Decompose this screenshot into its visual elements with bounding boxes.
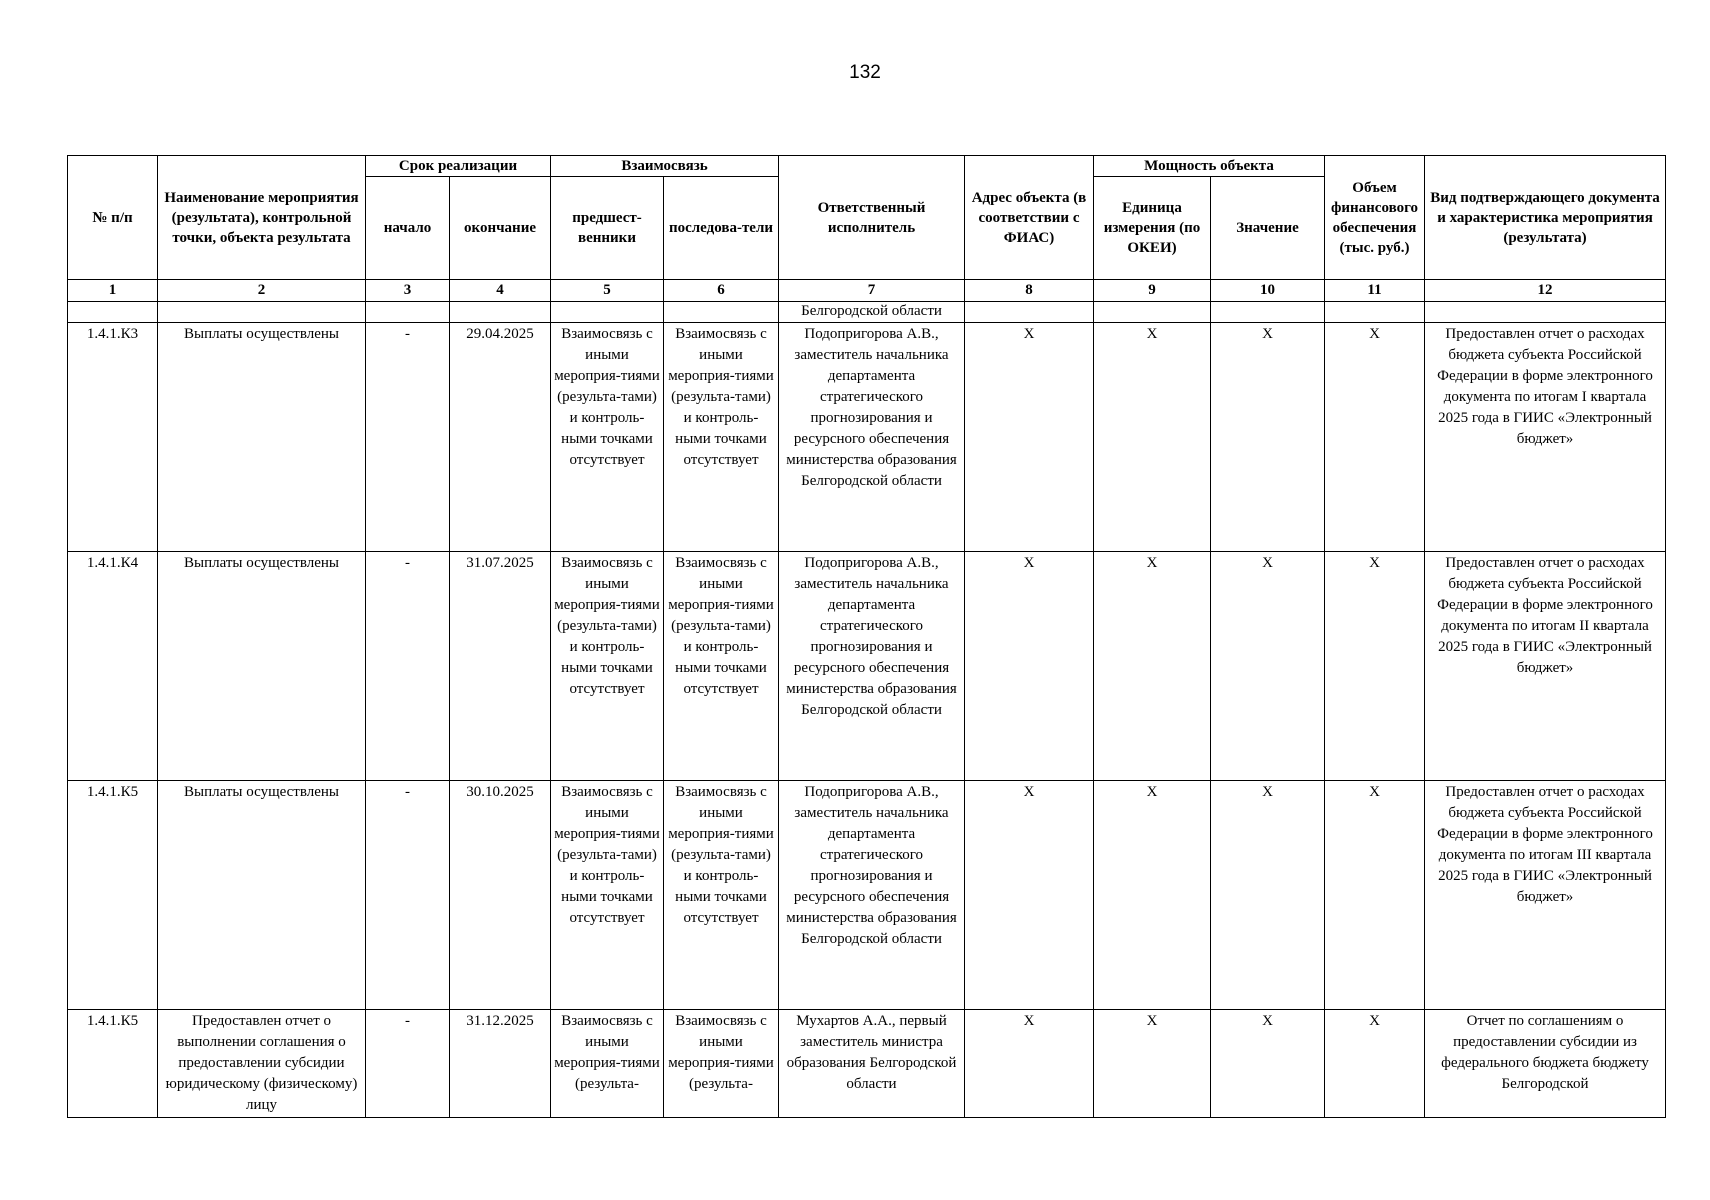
row-code: 1.4.1.К5 [68,781,158,1010]
header-value: Значение [1211,177,1325,280]
column-number: 8 [965,280,1094,302]
row-doc: Предоставлен отчет о расходах бюджета субъекта Российской Федерации в форме электронного документа по итогам III квартала 2025 года в ГИИС «Электронный бюджет» [1425,781,1666,1010]
continuation-row [68,302,1666,323]
header-responsible: Ответственный исполнитель [779,156,965,280]
row-predecessors: Взаимосвязь с иными мероприя-тиями (результа-тами) и контроль-ными точками отсутствует [551,552,664,781]
column-number: 7 [779,280,965,302]
table-row [68,552,1666,781]
header-capacity-group: Мощность объекта [1094,156,1325,177]
row-code: 1.4.1.К3 [68,323,158,552]
row-doc: Предоставлен отчет о расходах бюджета субъекта Российской Федерации в форме электронного документа по итогам I квартала 2025 года в ГИИС «Электронный бюджет» [1425,323,1666,552]
row-code: 1.4.1.К5 [68,1010,158,1118]
column-number: 1 [68,280,158,302]
row-unit: Х [1094,323,1211,552]
header-period-group: Срок реализации [366,156,551,177]
column-number: 11 [1325,280,1425,302]
row-end: 31.07.2025 [450,552,551,781]
row-address: Х [965,781,1094,1010]
plan-table [67,155,1666,1118]
row-name: Выплаты осуществлены [158,552,366,781]
continuation-text: Белгородской области [779,302,965,323]
row-unit: Х [1094,1010,1211,1118]
header-predecessors: предшест-венники [551,177,664,280]
row-predecessors: Взаимосвязь с иными мероприя-тиями (результа-тами) и контроль-ными точками отсутствует [551,781,664,1010]
row-value: Х [1211,323,1325,552]
header-num: № п/п [68,156,158,280]
header-successors: последова-тели [664,177,779,280]
table-row [68,1010,1666,1118]
row-successors: Взаимосвязь с иными мероприя-тиями (результа-тами) и контроль-ными точками отсутствует [664,781,779,1010]
row-successors: Взаимосвязь с иными мероприя-тиями (результа- [664,1010,779,1118]
header-address: Адрес объекта (в соответствии с ФИАС) [965,156,1094,280]
column-number: 3 [366,280,450,302]
row-end: 29.04.2025 [450,323,551,552]
header-unit: Единица измерения (по ОКЕИ) [1094,177,1211,280]
row-doc: Предоставлен отчет о расходах бюджета субъекта Российской Федерации в форме электронного документа по итогам II квартала 2025 года в ГИИС «Электронный бюджет» [1425,552,1666,781]
row-successors: Взаимосвязь с иными мероприя-тиями (результа-тами) и контроль-ными точками отсутствует [664,552,779,781]
row-value: Х [1211,552,1325,781]
column-number: 5 [551,280,664,302]
row-name: Выплаты осуществлены [158,781,366,1010]
header-finance: Объем финансового обеспечения (тыс. руб.) [1325,156,1425,280]
row-value: Х [1211,781,1325,1010]
row-finance: Х [1325,1010,1425,1118]
row-value: Х [1211,1010,1325,1118]
row-unit: Х [1094,552,1211,781]
header-row-1 [68,156,1666,177]
row-unit: Х [1094,781,1211,1010]
page-number: 132 [849,62,881,83]
header-link-group: Взаимосвязь [551,156,779,177]
header-doc: Вид подтверждающего документа и характеристика мероприятия (результата) [1425,156,1666,280]
column-number: 9 [1094,280,1211,302]
row-responsible: Мухартов А.А., первый заместитель министра образования Белгородской области [779,1010,965,1118]
header-name: Наименование мероприятия (результата), контрольной точки, объекта результата [158,156,366,280]
column-number: 12 [1425,280,1666,302]
row-address: Х [965,323,1094,552]
column-numbers-row [68,280,1666,302]
header-end: окончание [450,177,551,280]
header-start: начало [366,177,450,280]
column-number: 4 [450,280,551,302]
row-successors: Взаимосвязь с иными мероприя-тиями (результа-тами) и контроль-ными точками отсутствует [664,323,779,552]
row-end: 31.12.2025 [450,1010,551,1118]
row-start: - [366,781,450,1010]
row-responsible: Подопригорова А.В., заместитель начальника департамента стратегического прогнозирования и ресурсного обеспечения министерства образования Белгородской области [779,781,965,1010]
table-row [68,781,1666,1010]
row-finance: Х [1325,552,1425,781]
table-row [68,323,1666,552]
row-name: Выплаты осуществлены [158,323,366,552]
row-name: Предоставлен отчет о выполнении соглашения о предоставлении субсидии юридическому (физическому) лицу [158,1010,366,1118]
column-number: 6 [664,280,779,302]
row-predecessors: Взаимосвязь с иными мероприя-тиями (результа- [551,1010,664,1118]
row-address: Х [965,1010,1094,1118]
row-end: 30.10.2025 [450,781,551,1010]
row-predecessors: Взаимосвязь с иными мероприя-тиями (результа-тами) и контроль-ными точками отсутствует [551,323,664,552]
row-start: - [366,1010,450,1118]
row-doc: Отчет по соглашениям о предоставлении субсидии из федерального бюджета бюджету Белгородской [1425,1010,1666,1118]
row-responsible: Подопригорова А.В., заместитель начальника департамента стратегического прогнозирования и ресурсного обеспечения министерства образования Белгородской области [779,552,965,781]
row-finance: Х [1325,323,1425,552]
row-code: 1.4.1.К4 [68,552,158,781]
column-number: 2 [158,280,366,302]
row-finance: Х [1325,781,1425,1010]
column-number: 10 [1211,280,1325,302]
row-address: Х [965,552,1094,781]
row-responsible: Подопригорова А.В., заместитель начальника департамента стратегического прогнозирования и ресурсного обеспечения министерства образования Белгородской области [779,323,965,552]
row-start: - [366,323,450,552]
row-start: - [366,552,450,781]
